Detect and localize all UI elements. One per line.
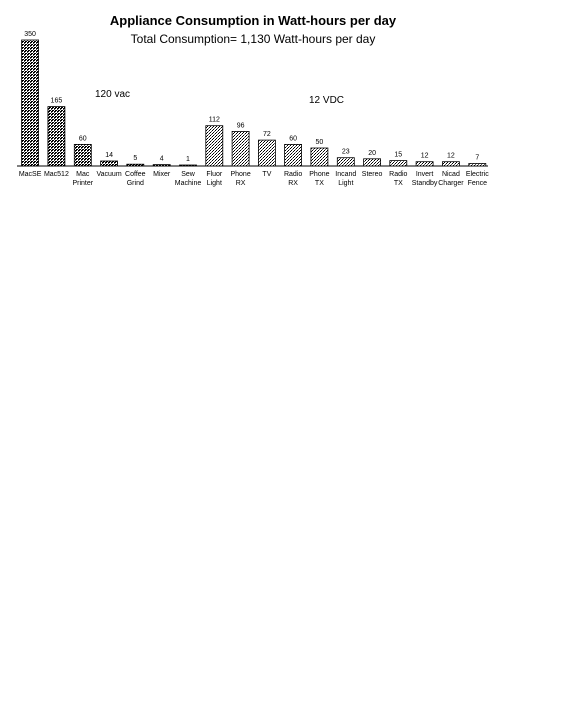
chart-title: Appliance Consumption in Watt-hours per day [109,13,397,28]
tick-label-electric-fence: Electric Fence [465,171,489,187]
bar-incand-light [337,158,354,166]
bar-electric-fence [469,164,486,167]
value-labels-group [24,31,479,163]
value-label-coffee-grind: 5 [133,155,138,163]
annotation-12vdc: 12 VDC [309,95,345,106]
tick-label-phone-rx: Phone RX [230,171,251,187]
tick-label-stereo: Stereo [361,171,383,178]
tick-label-nicad-charger: Nicad Charger [438,171,464,187]
value-label-electric-fence: 7 [475,154,480,162]
tick-label-macse: MacSE [18,171,42,178]
value-label-stereo: 20 [368,149,376,157]
tick-labels-group [19,171,489,187]
value-label-nicad-charger: 12 [447,152,455,160]
tick-label-mixer: Mixer [153,171,171,178]
tick-label-incand-light: Incand Light [335,171,357,187]
tick-label-mac512: Mac512 [43,171,69,178]
tick-label-tv: TV [262,171,272,178]
tick-label-mac-printer: Mac Printer [72,171,94,187]
bar-nicad-charger [442,162,459,166]
bar-phone-tx [311,148,328,166]
bar-sew-machine [180,165,197,166]
bar-invert-standby [416,162,433,166]
tick-label-radio-rx: Radio RX [283,171,303,187]
bar-fluor-light [206,126,223,166]
tick-label-fluor-light: Fluor Light [206,171,223,187]
tick-label-phone-tx: Phone TX [309,171,330,187]
bar-vacuum [101,161,118,166]
bars-group [22,40,486,166]
bar-tv [258,140,275,166]
bar-mixer [153,165,170,166]
tick-label-radio-tx: Radio TX [389,171,408,187]
annotation-120vac: 120 vac [95,89,131,100]
value-label-sew-machine: 1 [186,156,190,163]
value-label-invert-standby: 12 [420,152,429,160]
bar-coffee-grind [127,164,144,166]
value-label-mac-printer: 60 [78,135,87,143]
value-label-radio-rx: 60 [289,135,297,143]
value-label-tv: 72 [263,131,271,139]
bar-macse [22,40,39,166]
value-label-radio-tx: 15 [394,151,403,159]
bar-mac-printer [74,144,91,166]
bar-radio-tx [390,161,407,166]
bar-radio-rx [285,144,302,166]
value-label-macse: 350 [24,31,36,38]
chart-subtitle: Total Consumption= 1,130 Watt-hours per day [130,32,376,46]
bar-stereo [364,159,381,166]
value-label-mixer: 4 [159,155,164,163]
value-label-fluor-light: 112 [208,116,220,124]
bar-mac512 [48,107,65,166]
tick-label-sew-machine: Sew Machine [174,171,202,187]
value-label-vacuum: 14 [105,152,113,159]
value-label-phone-rx: 96 [236,122,245,130]
bar-phone-rx [232,131,249,166]
tick-label-invert-standby: Invert Standby [411,171,438,187]
tick-label-coffee-grind: Coffee Grind [125,171,146,187]
value-label-phone-tx: 50 [315,139,324,146]
tick-label-vacuum: Vacuum [96,171,122,178]
value-label-incand-light: 23 [341,148,350,156]
value-label-mac512: 165 [50,97,63,105]
